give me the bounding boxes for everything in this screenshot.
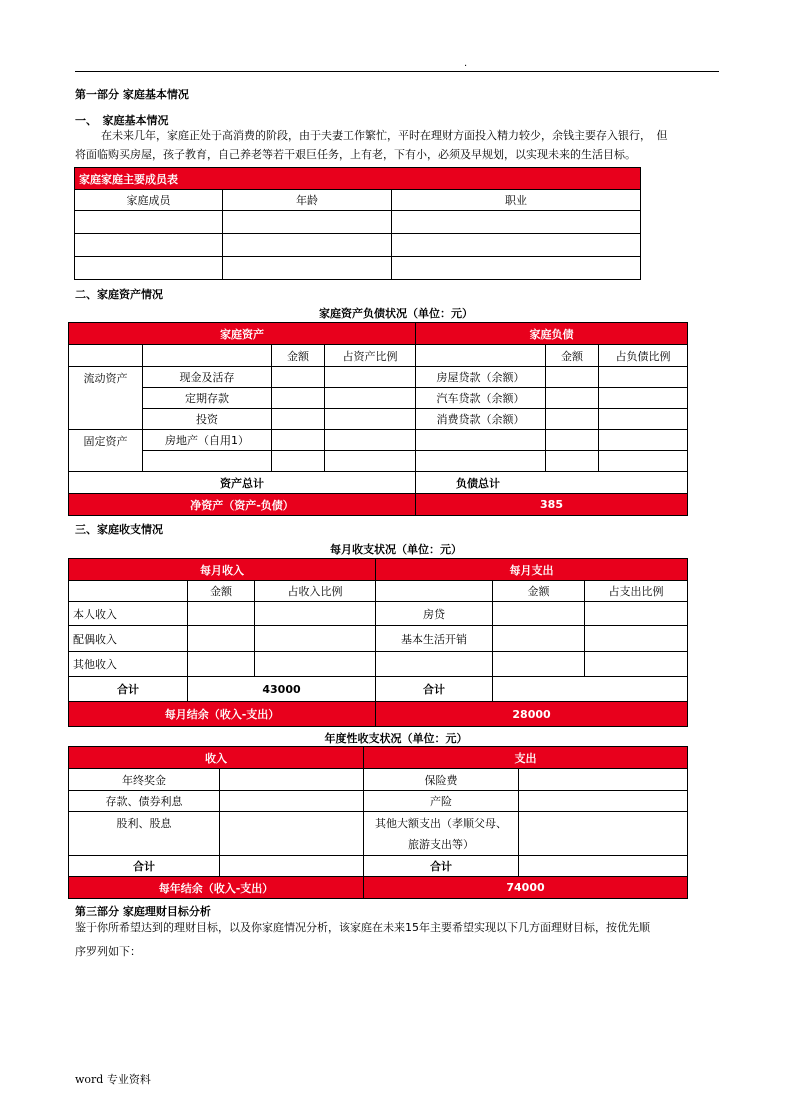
annual-expense-header: 支出 bbox=[364, 747, 688, 769]
other-big-expense-line2: 旅游支出等） bbox=[408, 837, 474, 851]
basic-living-label: 基本生活开销 bbox=[376, 626, 493, 652]
interest-label: 存款、债券利息 bbox=[69, 791, 220, 812]
annual-balance-value: 74000 bbox=[364, 877, 688, 899]
asset-amount-header: 金额 bbox=[272, 345, 325, 367]
balance-sheet-table bbox=[68, 322, 688, 516]
car-loan-label: 汽车贷款（余额） bbox=[416, 388, 546, 409]
property-insurance-label: 产险 bbox=[364, 791, 519, 812]
intro-line1: 在未来几年，家庭正处于高消费的阶段，由于夫妻工作繁忙，平时在理财方面投入精力较少，余钱主要存入银行， 但 bbox=[101, 129, 668, 142]
mortgage-label: 房屋贷款（余额） bbox=[416, 367, 546, 388]
part3-line1: 鉴于你所希望达到的理财目标，以及你家庭情况分析，该家庭在未来15年主要希望实现以下几方面理财目标，按优先顺 bbox=[75, 921, 650, 934]
table-row bbox=[75, 211, 641, 234]
section1-title: 一、 家庭基本情况 bbox=[75, 114, 169, 127]
section2-title: 二、家庭资产情况 bbox=[75, 288, 163, 301]
annual-income-total-label: 合计 bbox=[69, 856, 220, 877]
expense-ratio-header: 占支出比例 bbox=[585, 581, 688, 602]
header-dot: . bbox=[464, 58, 468, 69]
monthly-income-header: 每月收入 bbox=[69, 559, 376, 581]
other-income-label: 其他收入 bbox=[69, 652, 188, 677]
real-estate-label: 房地产（自用1） bbox=[143, 430, 272, 451]
income-total-value: 43000 bbox=[188, 677, 376, 702]
income-ratio-header: 占收入比例 bbox=[255, 581, 376, 602]
self-income-label: 本人收入 bbox=[69, 602, 188, 626]
monthly-title: 每月收支状况（单位：元） bbox=[330, 543, 462, 556]
table-row bbox=[75, 257, 641, 280]
members-table-title: 家庭家庭主要成员表 bbox=[75, 168, 641, 190]
liability-amount-header: 金额 bbox=[546, 345, 599, 367]
annual-title: 年度性收支状况（单位：元） bbox=[324, 732, 468, 745]
other-big-expense-line1: 其他大额支出（孝顺父母、 bbox=[375, 816, 507, 830]
annual-table bbox=[68, 746, 688, 899]
net-assets-label: 净资产（资产-负债） bbox=[69, 494, 416, 516]
members-header-age: 年龄 bbox=[223, 190, 392, 211]
members-header-member: 家庭成员 bbox=[75, 190, 223, 211]
monthly-expense-header: 每月支出 bbox=[376, 559, 688, 581]
annual-income-header: 收入 bbox=[69, 747, 364, 769]
members-header-job: 职业 bbox=[392, 190, 641, 211]
asset-header: 家庭资产 bbox=[69, 323, 416, 345]
liability-header: 家庭负债 bbox=[416, 323, 688, 345]
section3-title: 三、家庭收支情况 bbox=[75, 523, 163, 536]
cash-label: 现金及活存 bbox=[143, 367, 272, 388]
intro-line2: 将面临购买房屋，孩子教育，自己养老等若干艰巨任务，上有老，下有小，必须及早规划，以实现未来的生活目标。 bbox=[75, 148, 636, 161]
monthly-table bbox=[68, 558, 688, 727]
header-rule bbox=[75, 71, 719, 72]
total-liabilities-label: 负债总计 bbox=[416, 472, 688, 494]
part3-title: 第三部分 家庭理财目标分析 bbox=[75, 905, 211, 918]
consumer-loan-label: 消费贷款（余额） bbox=[416, 409, 546, 430]
total-assets-label: 资产总计 bbox=[69, 472, 416, 494]
investment-label: 投资 bbox=[143, 409, 272, 430]
members-table bbox=[74, 167, 641, 280]
fixed-deposit-label: 定期存款 bbox=[143, 388, 272, 409]
part3-line2: 序罗列如下： bbox=[75, 945, 141, 958]
spouse-income-label: 配偶收入 bbox=[69, 626, 188, 652]
net-assets-value: 385 bbox=[416, 494, 688, 516]
part1-title: 第一部分 家庭基本情况 bbox=[75, 88, 189, 101]
income-total-label: 合计 bbox=[69, 677, 188, 702]
housing-loan-label: 房贷 bbox=[376, 602, 493, 626]
liability-ratio-header: 占负债比例 bbox=[599, 345, 688, 367]
asset-ratio-header: 占资产比例 bbox=[325, 345, 416, 367]
insurance-label: 保险费 bbox=[364, 769, 519, 791]
expense-total-label: 合计 bbox=[376, 677, 493, 702]
annual-expense-total-label: 合计 bbox=[364, 856, 519, 877]
footer-text: word 专业资料 bbox=[75, 1073, 151, 1086]
expense-amount-header: 金额 bbox=[493, 581, 585, 602]
monthly-balance-value: 28000 bbox=[376, 702, 688, 727]
annual-balance-label: 每年结余（收入-支出） bbox=[69, 877, 364, 899]
dividends-label: 股利、股息 bbox=[69, 812, 220, 856]
monthly-balance-label: 每月结余（收入-支出） bbox=[69, 702, 376, 727]
year-bonus-label: 年终奖金 bbox=[69, 769, 220, 791]
table-row bbox=[75, 234, 641, 257]
fixed-assets-label: 固定资产 bbox=[69, 430, 143, 472]
balance-sheet-title: 家庭资产负债状况（单位：元） bbox=[319, 307, 473, 320]
income-amount-header: 金额 bbox=[188, 581, 255, 602]
current-assets-label: 流动资产 bbox=[69, 367, 143, 430]
